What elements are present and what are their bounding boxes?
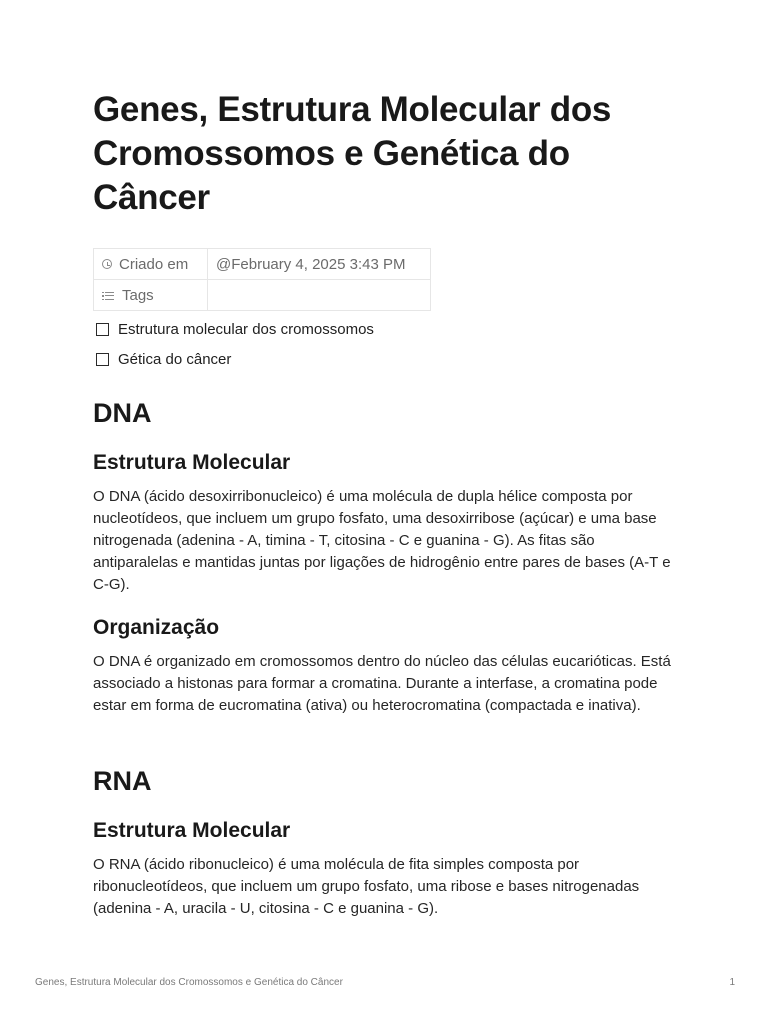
property-value-created[interactable]: @February 4, 2025 3:43 PM xyxy=(208,249,431,280)
property-label: Criado em xyxy=(119,255,189,273)
todo-item xyxy=(96,321,374,338)
property-value-tags[interactable] xyxy=(208,280,431,311)
clock-icon xyxy=(102,259,112,269)
page-number: 1 xyxy=(729,977,735,988)
page-title: Genes, Estrutura Molecular dos Cromossomos e Genética do Câncer xyxy=(93,90,612,217)
todo-label: Estrutura molecular dos cromossomos xyxy=(118,321,374,338)
list-icon xyxy=(102,289,115,302)
property-row-tags xyxy=(94,280,431,311)
paragraph-dna-organizacao: O DNA é organizado em cromossomos dentro do núcleo das células eucarióticas. Está associado a histonas para formar a cromatina. Durante a interfase, a cromatina pode estar em forma de eucromatina (ativa) ou heterocromatina (compactada e inativa). xyxy=(93,653,671,714)
properties-table xyxy=(93,248,431,311)
paragraph-rna-estrutura: O RNA (ácido ribonucleico) é uma molécula de fita simples composta por ribonucleotídeos, que incluem um grupo fosfato, uma ribose e bases nitrogenadas (adenina - A, uracila - U, citosina - C e guanina - G). xyxy=(93,856,640,917)
subheading-dna-organizacao: Organização xyxy=(93,616,220,639)
todo-label: Gética do câncer xyxy=(118,351,232,368)
checkbox[interactable] xyxy=(96,323,109,336)
property-row-created xyxy=(94,249,431,280)
paragraph-dna-estrutura: O DNA (ácido desoxirribonucleico) é uma molécula de dupla hélice composta por nucleotídeos, que incluem um grupo fosfato, uma desoxirribose (açúcar) e uma base nitrogenada (adenina - A, timina - T, citosina - C e guanina - G). As fitas são antiparalelas e mantidas juntas por ligações de hidrogênio entre pares de bases (A-T e C-G). xyxy=(93,488,671,593)
subheading-dna-estrutura: Estrutura Molecular xyxy=(93,451,291,474)
subheading-rna-estrutura: Estrutura Molecular xyxy=(93,819,291,842)
section-heading-dna: DNA xyxy=(93,398,152,428)
section-heading-rna: RNA xyxy=(93,766,152,796)
todo-item xyxy=(96,351,231,368)
footer-title: Genes, Estrutura Molecular dos Cromossomos e Genética do Câncer xyxy=(35,977,343,988)
property-label: Tags xyxy=(122,286,154,304)
page-footer xyxy=(35,977,735,988)
checkbox[interactable] xyxy=(96,353,109,366)
